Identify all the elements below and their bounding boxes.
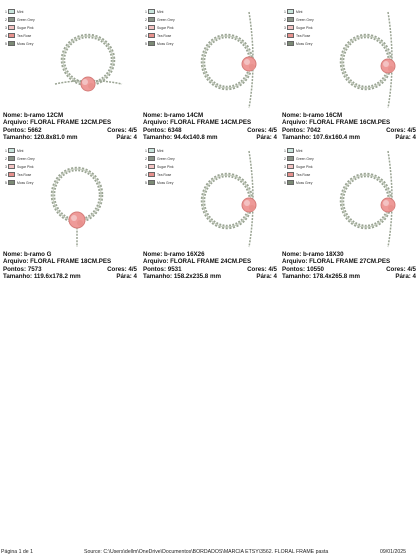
color-swatch xyxy=(8,180,15,185)
color-swatch xyxy=(148,17,155,22)
color-swatch xyxy=(148,148,155,153)
color-swatch xyxy=(287,41,294,46)
floral-frame-illustration xyxy=(187,149,277,249)
color-swatch xyxy=(287,17,294,22)
legend-row: 2 Green Grey xyxy=(5,156,35,161)
legend-row: 3 Sugar Pink xyxy=(284,164,313,169)
floral-frame-illustration xyxy=(27,20,137,110)
design-card-1 xyxy=(3,8,137,141)
legend-row: 5 Moss Grey xyxy=(284,180,313,185)
color-swatch xyxy=(8,156,15,161)
floral-frame-illustration xyxy=(187,10,277,110)
design-card-2 xyxy=(143,8,277,141)
floral-frame-illustration xyxy=(326,10,416,110)
design-card-5 xyxy=(143,147,277,280)
color-swatch xyxy=(8,172,15,177)
design-info: Nome: b-ramo 18X30 Arquivo: FLORAL FRAME 27CM.PES Pontos: 10550 Cores: 4/5 Tamanho: 178.4x265.8 mm Pára: 4 xyxy=(282,251,416,280)
floral-frame-illustration xyxy=(37,149,117,249)
legend-row: 1 Mint xyxy=(284,148,303,153)
design-card-4 xyxy=(3,147,137,280)
color-swatch xyxy=(8,25,15,30)
design-info: Nome: b-ramo 12CM Arquivo: FLORAL FRAME 12CM.PES Pontos: 5662 Cores: 4/5 Tamanho: 120.8x81.0 mm Pára: 4 xyxy=(3,112,137,141)
legend-row: 3 Sugar Pink xyxy=(5,25,34,30)
color-swatch xyxy=(287,172,294,177)
legend-row: 1 Mint xyxy=(5,148,24,153)
page-number: Página 1 de 1 xyxy=(1,549,34,555)
design-info: Nome: b-ramo 16X26 Arquivo: FLORAL FRAME 24CM.PES Pontos: 9531 Cores: 4/5 Tamanho: 158.2x235.8 mm Pára: 4 xyxy=(143,251,277,280)
legend-row: 5 Moss Grey xyxy=(5,180,34,185)
legend-row: 1 Mint xyxy=(284,9,303,14)
color-swatch xyxy=(287,25,294,30)
legend-row: 5 Moss Grey xyxy=(145,41,174,46)
color-swatch xyxy=(148,180,155,185)
legend-row: 2 Green Grey xyxy=(145,17,175,22)
legend-row: 4 Tea Rose xyxy=(284,172,311,177)
color-swatch xyxy=(8,41,15,46)
legend-row: 1 Mint xyxy=(145,148,164,153)
legend-row: 2 Green Grey xyxy=(145,156,175,161)
legend-row: 3 Sugar Pink xyxy=(5,164,34,169)
color-swatch xyxy=(148,25,155,30)
color-swatch xyxy=(148,172,155,177)
design-card-3 xyxy=(282,8,416,141)
legend-row: 4 Tea Rose xyxy=(284,33,311,38)
design-info: Nome: b-ramo G Arquivo: FLORAL FRAME 18CM.PES Pontos: 7573 Cores: 4/5 Tamanho: 119.6x178.2 mm Pára: 4 xyxy=(3,251,137,280)
color-swatch xyxy=(287,156,294,161)
color-swatch xyxy=(287,180,294,185)
legend-row: 1 Mint xyxy=(5,9,24,14)
legend-row: 5 Moss Grey xyxy=(284,41,313,46)
legend-row: 5 Moss Grey xyxy=(5,41,34,46)
legend-row: 4 Tea Rose xyxy=(5,33,32,38)
color-swatch xyxy=(148,41,155,46)
legend-row: 3 Sugar Pink xyxy=(145,25,174,30)
design-card-6 xyxy=(282,147,416,280)
color-swatch xyxy=(287,164,294,169)
legend-row: 1 Mint xyxy=(145,9,164,14)
color-swatch xyxy=(287,148,294,153)
legend-row: 3 Sugar Pink xyxy=(284,25,313,30)
color-swatch xyxy=(8,9,15,14)
design-info: Nome: b-ramo 14CM Arquivo: FLORAL FRAME 14CM.PES Pontos: 6348 Cores: 4/5 Tamanho: 94.4x140.8 mm Pára: 4 xyxy=(143,112,277,141)
legend-row: 2 Green Grey xyxy=(284,17,314,22)
floral-frame-illustration xyxy=(326,149,416,249)
color-swatch xyxy=(8,148,15,153)
color-swatch xyxy=(8,17,15,22)
print-date: 09/01/2025 xyxy=(380,549,406,555)
legend-row: 4 Tea Rose xyxy=(145,33,172,38)
design-info: Nome: b-ramo 16CM Arquivo: FLORAL FRAME 16CM.PES Pontos: 7042 Cores: 4/5 Tamanho: 107.6x160.4 mm Pára: 4 xyxy=(282,112,416,141)
color-swatch xyxy=(287,33,294,38)
legend-row: 3 Sugar Pink xyxy=(145,164,174,169)
color-swatch xyxy=(148,156,155,161)
color-swatch xyxy=(8,164,15,169)
color-swatch xyxy=(287,9,294,14)
source-path: Source: C:\Users\dellm\OneDrive\Documentos\BORDADOS\MARCIA ETSY\3562. FLORAL FRAME pasta xyxy=(84,549,329,555)
legend-row: 2 Green Grey xyxy=(5,17,35,22)
color-swatch xyxy=(148,9,155,14)
color-swatch xyxy=(8,33,15,38)
legend-row: 2 Green Grey xyxy=(284,156,314,161)
color-swatch xyxy=(148,164,155,169)
legend-row: 5 Moss Grey xyxy=(145,180,174,185)
color-swatch xyxy=(148,33,155,38)
legend-row: 4 Tea Rose xyxy=(5,172,32,177)
legend-row: 4 Tea Rose xyxy=(145,172,172,177)
